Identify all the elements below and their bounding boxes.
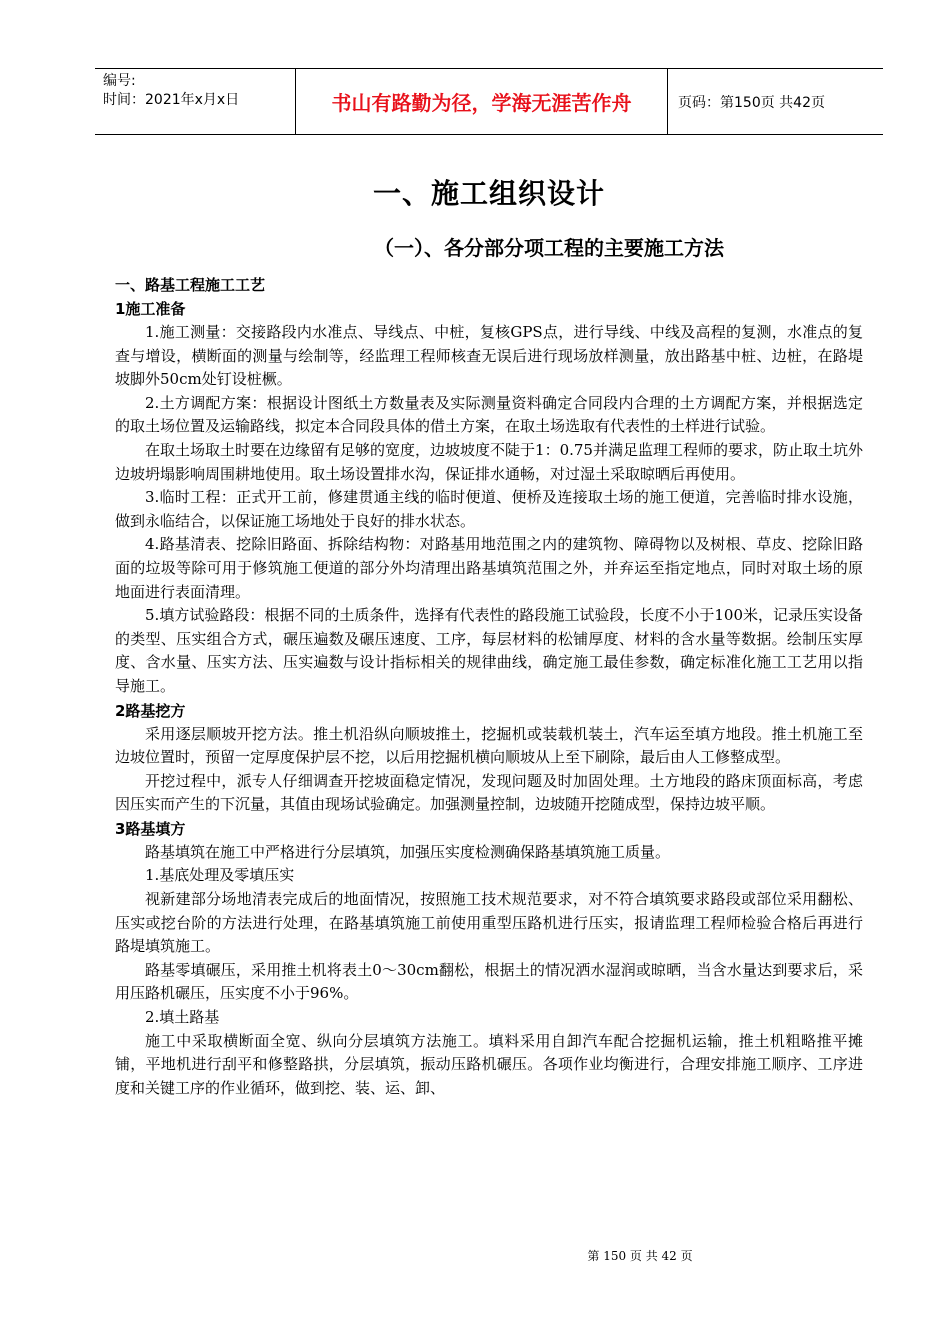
header-right-cell: [668, 69, 883, 134]
sub-heading: 2.填土路基: [145, 1008, 220, 1027]
sub-heading: 1.基底处理及零填压实: [145, 866, 295, 885]
page-footer: 第 150 页 共 42 页: [587, 1249, 693, 1263]
header-page-info: 页码：第150页 共42页: [678, 94, 825, 111]
header-motto: 书山有路勤为径，学海无涯苦作舟: [331, 91, 632, 115]
body-paragraph: 采用逐层顺坡开挖方法。推土机沿纵向顺坡推土，挖掘机或装载机装土，汽车运至填方地段。推土机施工至边坡位置时，预留一定厚度保护层不挖，以后用挖掘机横向顺坡从上至下刷除，最后由人工修整成型。: [115, 724, 863, 767]
document-body: [115, 172, 863, 1100]
document-time-label: 时间：2021年x月x日: [103, 92, 240, 108]
header-left-cell: [95, 69, 295, 134]
header-motto-cell: [295, 69, 668, 134]
document-title: 一、施工组织设计: [372, 177, 605, 210]
body-paragraph: 施工中采取横断面全宽、纵向分层填筑方法施工。填料采用自卸汽车配合挖掘机运输，推土机粗略推平摊铺，平地机进行刮平和修整路拱，分层填筑，振动压路机碾压。各项作业均衡进行，合理安排施工顺序、工序进度和关键工序的作业循环，做到挖、装、运、卸、: [115, 1031, 863, 1097]
body-paragraph: 1.施工测量：交接路段内水准点、导线点、中桩，复核GPS点，进行导线、中线及高程的复测，水准点的复查与增设，横断面的测量与绘制等，经监理工程师核查无误后进行现场放样测量，放出路基中桩、边桩，在路堤坡脚外50cm处钉设桩橛。: [115, 323, 863, 389]
document-sections: [115, 273, 863, 1100]
section-heading: 一、路基工程施工工艺: [115, 276, 266, 294]
page-header: [95, 68, 883, 135]
body-paragraph: 开挖过程中，派专人仔细调查开挖坡面稳定情况，发现问题及时加固处理。土方地段的路床顶面标高，考虑因压实而产生的下沉量，其值由现场试验确定。加强测量控制，边坡随开挖随成型，保持边坡平顺。: [115, 771, 863, 814]
document-subtitle: （一）、各分部分项工程的主要施工方法: [374, 236, 724, 260]
body-paragraph: 在取土场取土时要在边缘留有足够的宽度，边坡坡度不陡于1：0.75并满足监理工程师的要求，防止取土坑外边坡坍塌影响周围耕地使用。取土场设置排水沟，保证排水通畅，对过湿土采取晾晒后再使用。: [115, 440, 863, 483]
body-paragraph: 路基填筑在施工中严格进行分层填筑，加强压实度检测确保路基填筑施工质量。: [145, 842, 671, 861]
section-heading: 1施工准备: [115, 300, 186, 318]
body-paragraph: 4.路基清表、挖除旧路面、拆除结构物：对路基用地范围之内的建筑物、障碍物以及树根、草皮、挖除旧路面的垃圾等除可用于修筑施工便道的部分外均清理出路基填筑范围之外，并弃运至指定地点，同时对取土场的原地面进行表面清理。: [115, 535, 863, 601]
body-paragraph: 视新建部分场地清表完成后的地面情况，按照施工技术规范要求，对不符合填筑要求路段或部位采用翻松、压实或挖台阶的方法进行处理，在路基填筑施工前使用重型压路机进行压实，报请监理工程师检验合格后再进行路堤填筑施工。: [115, 890, 863, 956]
body-paragraph: 2.土方调配方案：根据设计图纸土方数量表及实际测量资料确定合同段内合理的土方调配方案，并根据选定的取土场位置及运输路线，拟定本合同段具体的借土方案，在取土场选取有代表性的土样进行试验。: [115, 393, 863, 436]
body-paragraph: 路基零填碾压，采用推土机将表土0～30cm翻松，根据土的情况洒水湿润或晾晒，当含水量达到要求后，采用压路机碾压，压实度不小于96%。: [115, 960, 863, 1003]
body-paragraph: 3.临时工程：正式开工前，修建贯通主线的临时便道、便桥及连接取土场的施工便道，完善临时排水设施，做到永临结合，以保证施工场地处于良好的排水状态。: [115, 488, 863, 530]
body-paragraph: 5.填方试验路段：根据不同的土质条件，选择有代表性的路段施工试验段，长度不小于100米，记录压实设备的类型、压实组合方式，碾压遍数及碾压速度、工序，每层材料的松铺厚度、材料的含水量等数据。绘制压实厚度、含水量、压实方法、压实遍数与设计指标相关的规律曲线，确定施工最佳参数，确定标准化施工工艺用以指导施工。: [115, 606, 863, 695]
section-heading: 2路基挖方: [115, 701, 186, 720]
section-heading: 3路基填方: [115, 819, 186, 838]
document-id-label: 编号:: [103, 73, 136, 89]
